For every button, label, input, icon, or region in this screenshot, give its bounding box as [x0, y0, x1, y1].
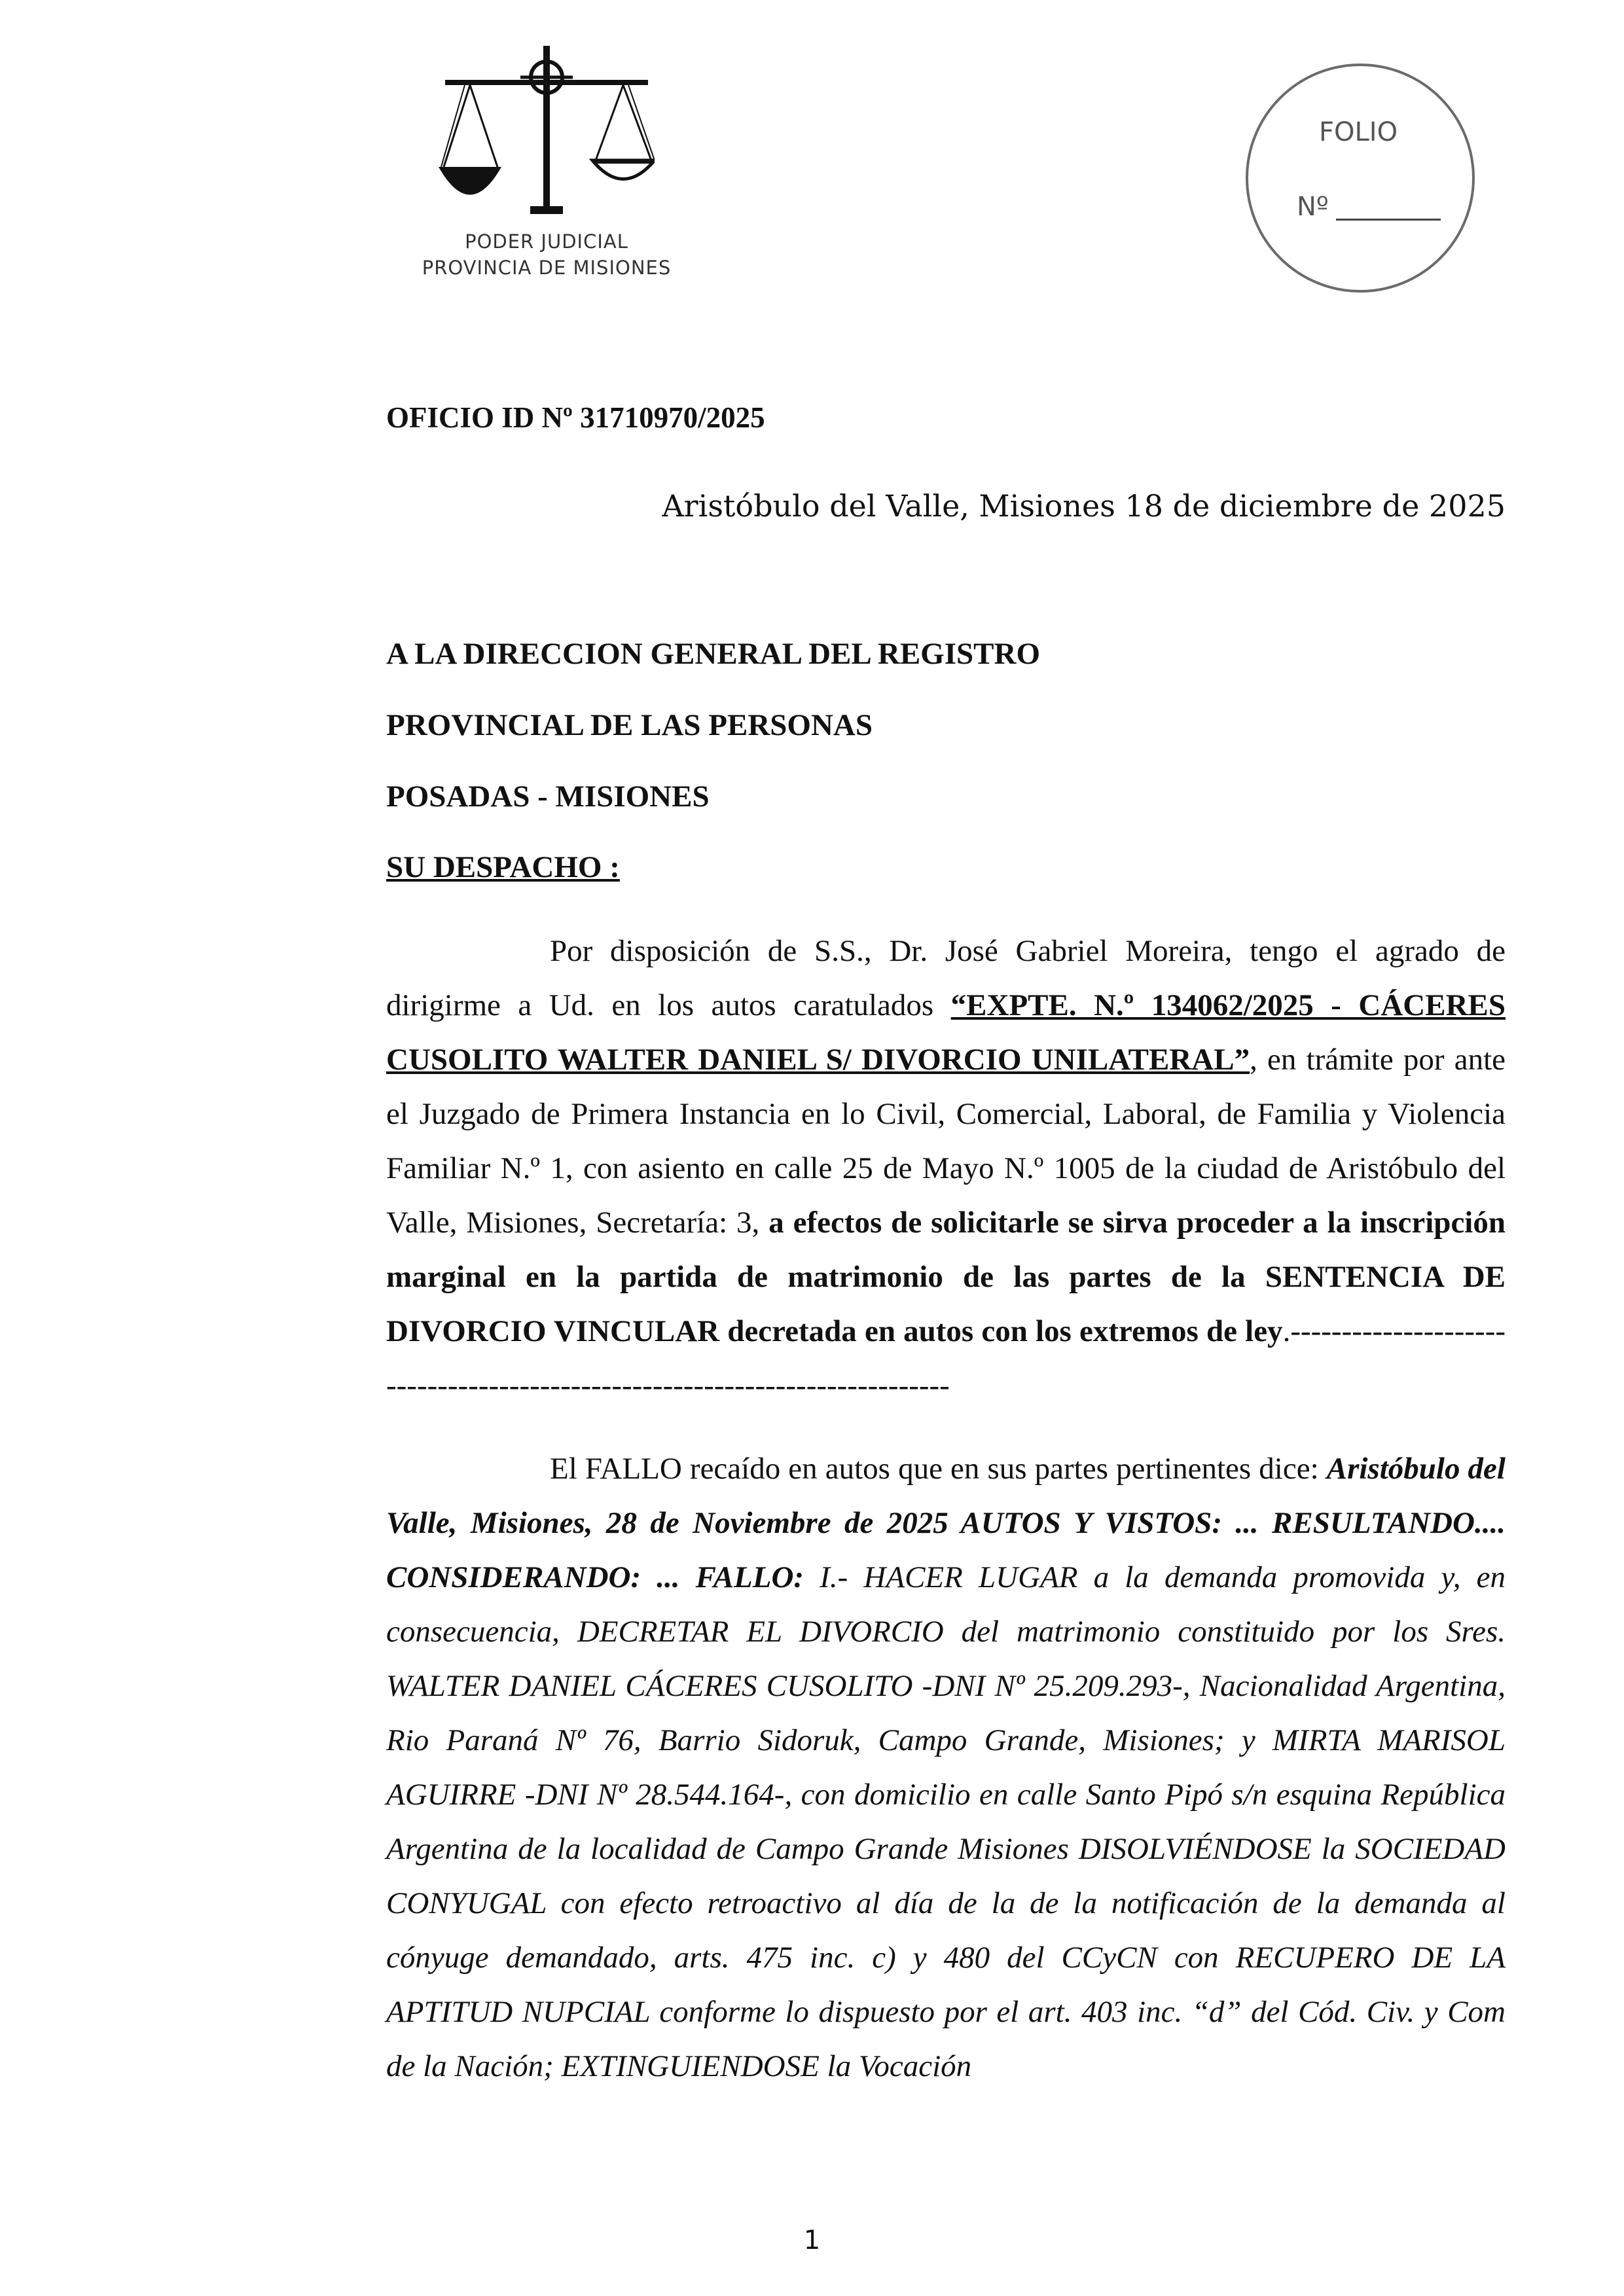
- su-despacho: SU DESPACHO :: [386, 850, 620, 884]
- folio-number-blank: [1336, 219, 1441, 221]
- request-purpose: a efectos de solicitarle se sirva proceder a la inscripción marginal en la partida de matrimonio de las partes de la SENTENCIA DE DIVORCIO VINCULAR decretada en autos con los extremos de ley: [386, 1206, 1506, 1348]
- folio-label: FOLIO: [1319, 117, 1398, 147]
- request-dashes: .----------------------------------------------------------------------------: [386, 1314, 1506, 1403]
- paragraph-fallo: [386, 1442, 1506, 2094]
- paragraph-request: [386, 924, 1506, 1413]
- logo-line-poder-judicial: PODER JUDICIAL: [465, 230, 628, 253]
- fallo-heading: Aristóbulo del Valle, Misiones, 28 de Noviembre de 2025 AUTOS Y VISTOS: ... RESULTANDO.... CONSIDERANDO: ... FALLO:: [386, 1452, 1506, 1594]
- request-intro: Por disposición de S.S., Dr. José Gabriel Moreira, tengo el agrado de dirigirme a Ud. en los autos caratulados: [386, 934, 1506, 1022]
- addressee-line-1: A LA DIRECCION GENERAL DEL REGISTRO: [386, 637, 1041, 671]
- poder-judicial-logo: [419, 46, 674, 288]
- page-number: 1: [803, 2225, 821, 2255]
- case-title: “EXPTE. N.º 134062/2025 - CÁCERES CUSOLITO WALTER DANIEL S/ DIVORCIO UNILATERAL”: [386, 988, 1506, 1077]
- oficio-id: OFICIO ID Nº 31710970/2025: [386, 401, 765, 434]
- folio-number-label: Nº: [1297, 192, 1329, 222]
- fallo-intro: El FALLO recaído en autos que en sus partes pertinentes dice:: [550, 1452, 1327, 1486]
- addressee-line-3: POSADAS - MISIONES: [386, 780, 710, 814]
- request-court-details: , en trámite por ante el Juzgado de Primera Instancia en lo Civil, Comercial, Laboral, de Familia y Violencia Familiar N.º 1, con asiento en calle 25 de Mayo N.º 1005 de la ciudad de Aristóbulo del Valle, Misiones, Secretaría: 3,: [386, 1043, 1506, 1240]
- date-line: Aristóbulo del Valle, Misiones 18 de diciembre de 2025: [662, 488, 1506, 524]
- fallo-text: I.- HACER LUGAR a la demanda promovida y, en consecuencia, DECRETAR EL DIVORCIO del matrimonio constituido por los Sres. WALTER DANIEL CÁCERES CUSOLITO -DNI Nº 25.209.293-, Nacionalidad Argentina, Rio Paraná Nº 76, Barrio Sidoruk, Campo Grande, Misiones; y MIRTA MARISOL AGUIRRE -DNI Nº 28.544.164-, con domicilio en calle Santo Pipó s/n esquina República Argentina de la localidad de Campo Grande Misiones DISOLVIÉNDOSE la SOCIEDAD CONYUGAL con efecto retroactivo al día de la de la notificación de la demanda al cónyuge demandado, arts. 475 inc. c) y 480 del CCyCN con RECUPERO DE LA APTITUD NUPCIAL conforme lo dispuesto por el art. 403 inc. “d” del Cód. Civ. y Com de la Nación; EXTINGUIENDOSE la Vocación: [386, 1560, 1506, 2083]
- logo-line-provincia: PROVINCIA DE MISIONES: [422, 257, 672, 279]
- addressee-line-2: PROVINCIAL DE LAS PERSONAS: [386, 708, 873, 742]
- folio-stamp: [1246, 63, 1475, 293]
- scales-of-justice-icon: [439, 46, 655, 229]
